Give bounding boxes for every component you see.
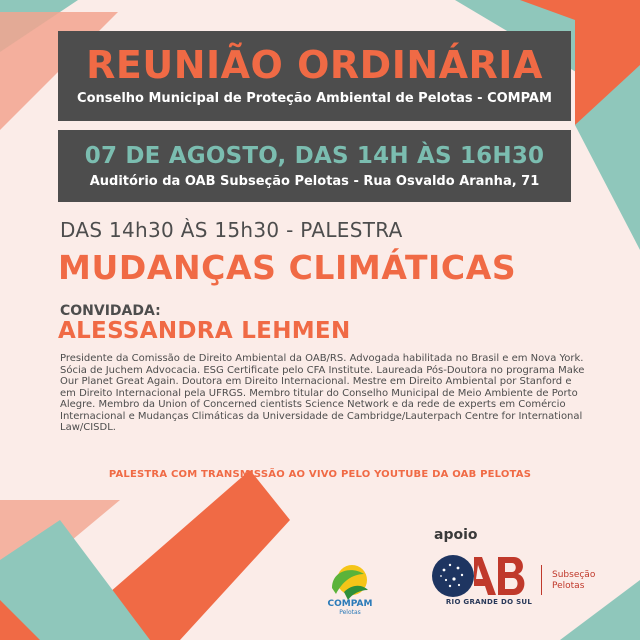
compam-name: COMPAM <box>327 599 373 609</box>
date-box <box>58 130 571 202</box>
support-label: apoio <box>434 527 478 543</box>
council-subtitle: Conselho Municipal de Proteção Ambiental de Pelotas - COMPAM <box>77 91 552 106</box>
oab-subsection-line1: Subseção <box>552 570 596 580</box>
oab-subsection <box>552 570 595 592</box>
talk-schedule: DAS 14h30 ÀS 15h30 - PALESTRA <box>60 218 403 242</box>
guest-name: ALESSANDRA LEHMEN <box>58 318 351 344</box>
title-box <box>58 31 571 121</box>
compam-city: Pelotas <box>339 609 361 616</box>
event-date: 07 DE AGOSTO, DAS 14H ÀS 16H30 <box>84 143 545 169</box>
live-stream-notice: PALESTRA COM TRANSMISSÃO AO VIVO PELO YOUTUBE DA OAB PELOTAS <box>108 469 532 480</box>
talk-topic: MUDANÇAS CLIMÁTICAS <box>58 248 517 287</box>
meeting-title: REUNIÃO ORDINÁRIA <box>86 43 543 87</box>
guest-label: CONVIDADA: <box>60 303 161 319</box>
oab-divider <box>541 565 542 595</box>
oab-subsection-line2: Pelotas <box>552 581 585 591</box>
oab-logo-icon <box>430 553 540 599</box>
oab-region: RIO GRANDE DO SUL <box>445 598 533 606</box>
event-location: Auditório da OAB Subseção Pelotas - Rua Osvaldo Aranha, 71 <box>89 174 540 189</box>
guest-bio: Presidente da Comissão de Direito Ambiental da OAB/RS. Advogada habilitada no Brasil e em Nova York. Sócia de Juchem Advocacia. ESG Certificate pelo CFA Institute. Laureada Pós-Doutora no programa Make Our Planet Great Again. Doutora em Direito Internacional. Mestre em Direito Ambiental por Stanford e em Direito Internacional pela UFRGS. Membro titular do Conselho Municipal de Meio Ambiente de Porto Alegre. Membro da Union of Concerned cientists Science Network e da rede de experts em Comércio Internacional e Mudanças Climáticas da Universidade de Cambridge/Lauterpach Centre for International Law/CISDL. <box>60 353 585 433</box>
